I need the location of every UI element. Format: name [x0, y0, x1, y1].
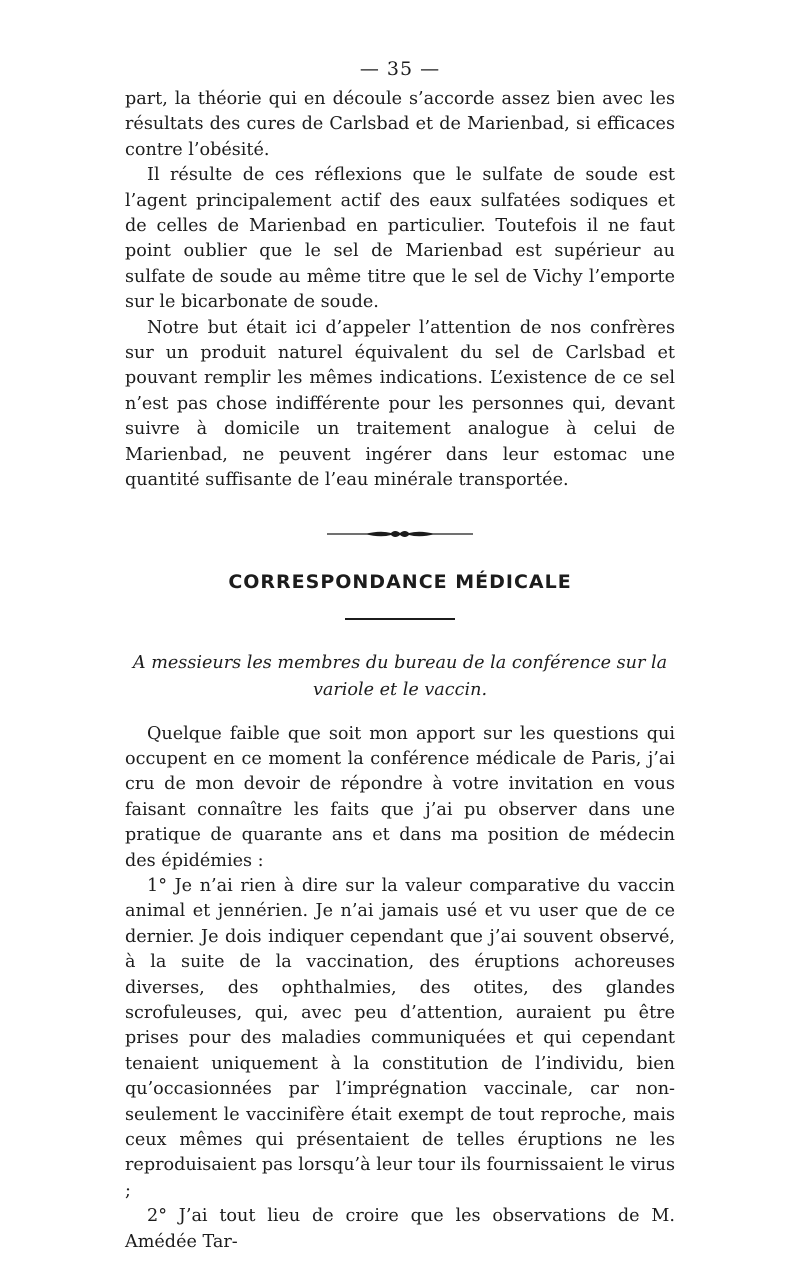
intro-paragraph-1: part, la théorie qui en découle s’accorde assez bien avec les résultats des cures de Carlsbad et de Marienbad, si efficaces contre l’obésité. [125, 89, 675, 160]
intro-paragraph-2: Il résulte de ces réflexions que le sulfate de soude est l’agent principalement actif des eaux sulfatées sodiques et de celles de Marienbad en particulier. Toutefois il ne faut point oublier que le sel de Marienbad est supérieur au sulfate de soude au même titre que le sel de Vichy l’emporte sur le bicarbonate de soude. [125, 165, 675, 313]
title-rule [345, 618, 455, 620]
document-page [125, 55, 675, 1255]
section-divider-ornament [325, 529, 475, 539]
letter-paragraph-1: Quelque faible que soit mon apport sur les questions qui occupent en ce moment la conférence médicale de Paris, j’ai cru de mon devoir de répondre à votre invitation en vous faisant connaître les faits que j’ai pu observer dans une pratique de quarante ans et dans ma position de médecin des épidémies : [125, 723, 675, 871]
intro-paragraph-3: Notre but était ici d’appeler l’attention de nos confrères sur un produit naturel équivalent du sel de Carlsbad et pouvant remplir les mêmes indications. L’existence de ce sel n’est pas chose indifférente pour les personnes qui, devant suivre à domicile un traitement analogue à celui de Marienbad, ne peuvent ingérer dans leur estomac une quantité suffisante de l’eau minérale transportée. [125, 317, 675, 491]
letter-paragraph-3: 2° J’ai tout lieu de croire que les observations de M. Amédée Tar- [125, 1206, 675, 1252]
letter-address: A messieurs les membres du bureau de la conférence sur la variole et le vaccin. [132, 652, 668, 700]
section-title: CORRESPONDANCE MÉDICALE [228, 570, 572, 593]
letter-paragraph-2: 1° Je n’ai rien à dire sur la valeur comparative du vaccin animal et jennérien. Je n’ai jamais usé et vu user que de ce dernier. Je dois indiquer cependant que j’ai souvent observé, à la suite de la vaccination, des éruptions achoreuses diverses, des ophthalmies, des otites, des glandes scrofuleuses, qui, avec peu d’attention, auraient pu être prises pour des maladies communiquées et qui cependant tenaient uniquement à la constitution de l’individu, bien qu’occasionnées par l’imprégnation vaccinale, car non-seulement le vaccinifère était exempt de tout reproche, mais ceux mêmes qui présentaient de telles éruptions ne les reproduisaient pas lorsqu’à leur tour ils fournissaient le virus ; [125, 875, 675, 1201]
page-number: — 35 — [359, 58, 441, 80]
